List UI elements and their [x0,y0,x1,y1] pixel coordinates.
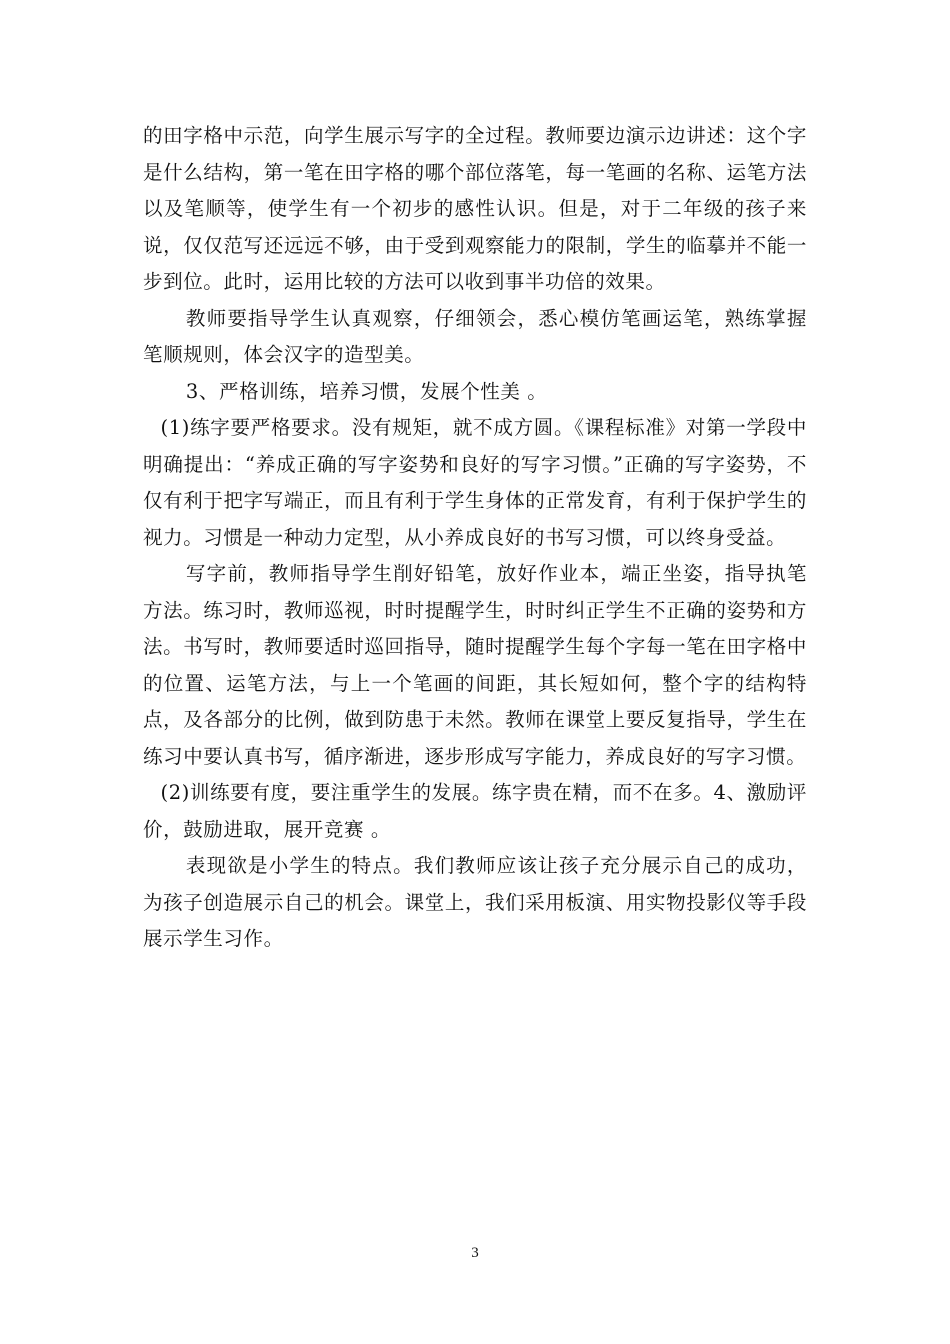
paragraph-6: 表现欲是小学生的特点。我们教师应该让孩子充分展示自己的成功，为孩子创造展示自己的机会。课堂上，我们采用板演、用实物投影仪等手段展示学生习作。 [143,854,807,950]
paragraph-2: 教师要指导学生认真观察，仔细领会，悉心模仿笔画运笔，熟练掌握笔顺规则，体会汉字的造型美。 [143,306,807,366]
paragraph-1: 的田字格中示范，向学生展示写字的全过程。教师要边演示边讲述：这个字是什么结构，第一笔在田字格的哪个部位落笔，每一笔画的名称、运笔方法以及笔顺等，使学生有一个初步的感性认识。但是，对于二年级的孩子来说，仅仅范写还远远不够，由于受到观察能力的限制，学生的临摹并不能一步到位。此时，运用比较的方法可以收到事半功倍的效果。 [143,124,807,293]
body-text [143,118,807,958]
section-heading-3: 3、严格训练，培养习惯，发展个性美 。 [185,379,548,403]
paragraph-3: (1)练字要严格要求。没有规矩，就不成方圆。《课程标准》对第一学段中明确提出：“养成正确的写字姿势和良好的写字习惯。”正确的写字姿势，不仅有利于把字写端正，而且有利于学生身体的正常发育，有利于保护学生的视力。习惯是一种动力定型，从小养成良好的书写习惯，可以终身受益。 [143,416,807,549]
page-number: 3 [471,1245,479,1261]
paragraph-5: (2)训练要有度，要注重学生的发展。练字贵在精，而不在多。4、激励评价，鼓励进取，展开竞赛 。 [143,781,807,841]
paragraph-4: 写字前，教师指导学生削好铅笔，放好作业本，端正坐姿，指导执笔方法。练习时，教师巡视，时时提醒学生，时时纠正学生不正确的姿势和方法。书写时，教师要适时巡回指导，随时提醒学生每个字每一笔在田字格中的位置、运笔方法，与上一个笔画的间距，其长短如何，整个字的结构特点，及各部分的比例，做到防患于未然。教师在课堂上要反复指导，学生在练习中要认真书写，循序渐进，逐步形成写字能力，养成良好的写字习惯。 [143,562,807,768]
